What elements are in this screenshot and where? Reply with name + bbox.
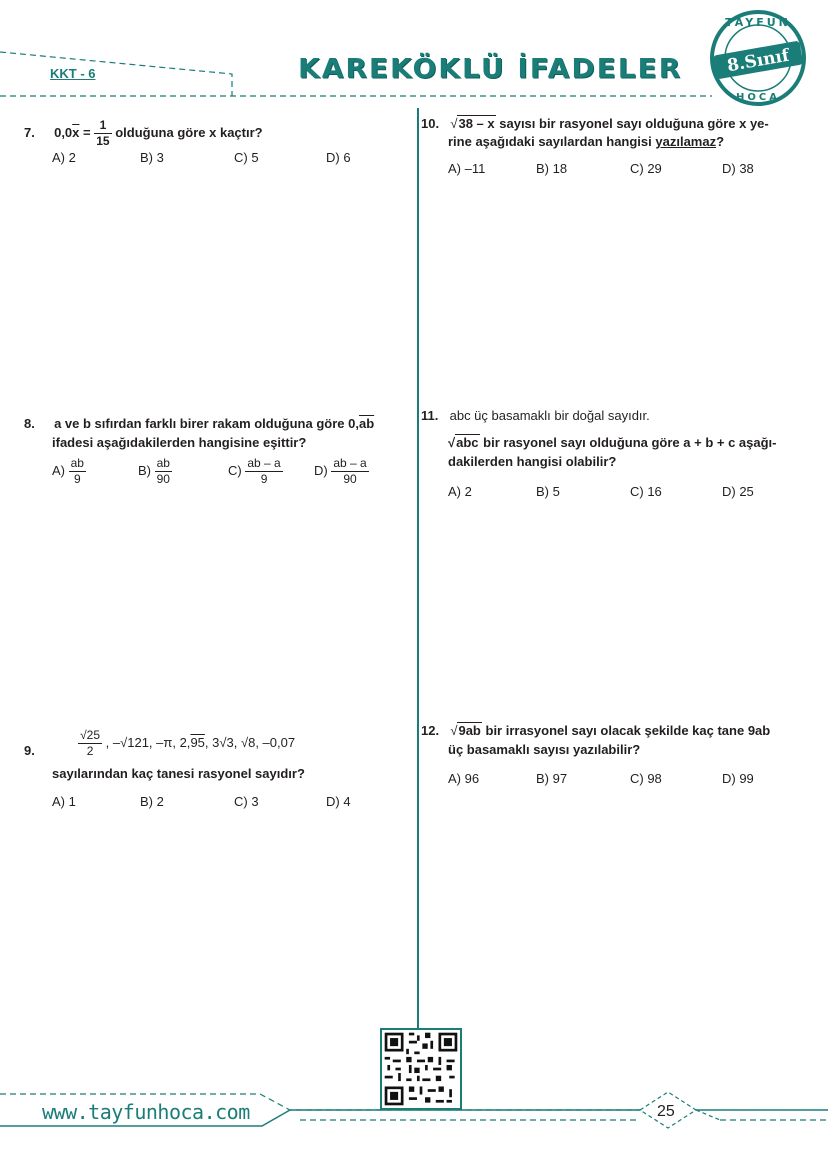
q7-option-b[interactable]: B) 3 (140, 150, 164, 165)
question-number: 10. (421, 116, 440, 131)
radical: 38 – x (458, 116, 495, 131)
question-9: 9. $\frac{√25}{2}$ , –√121, –π, 2,95, 3√3, √8, –0,07 (24, 728, 296, 758)
q9-option-d[interactable]: D) 4 (326, 794, 351, 809)
q12-option-d[interactable]: D) 99 (722, 771, 754, 786)
radical: 9ab (458, 723, 481, 738)
badge-top-text: TAYFUN (725, 16, 791, 29)
q8-option-c[interactable]: C) $\frac{ab - a}{9}$ (228, 456, 281, 486)
q7-option-c[interactable]: C) 5 (234, 150, 259, 165)
q9-option-a[interactable]: A) 1 (52, 794, 76, 809)
question-11-line3: dakilerden hangisi olabilir? (448, 454, 617, 469)
question-number: 7. (24, 124, 35, 140)
column-divider (417, 108, 419, 1028)
q11-option-c[interactable]: C) 16 (630, 484, 662, 499)
q9-option-c[interactable]: C) 3 (234, 794, 259, 809)
question-10-line2: rine aşağıdaki sayılardan hangisi yazılamaz? (448, 134, 725, 149)
question-number: 11. (421, 408, 439, 423)
q7-option-d[interactable]: D) 6 (326, 150, 351, 165)
fraction: $\frac{1}{15}$ (96, 118, 110, 148)
question-number: 8. (24, 416, 35, 431)
question-9-line2: sayılarından kaç tanesi rasyonel sayıdır? (52, 766, 305, 781)
question-8: 8. a ve b sıfırdan farklı birer rakam olduğuna göre $0,\overline{ab}$ (24, 416, 375, 431)
tayfun-hoca-badge (708, 8, 808, 108)
q8-option-a[interactable]: A) $\frac{ab}{9}$ (52, 456, 84, 486)
badge-bottom-text: HOCA (736, 92, 780, 103)
q8-option-d[interactable]: D) $\frac{ab - a}{90}$ (314, 456, 367, 486)
q10-option-d[interactable]: D) 38 (722, 161, 754, 176)
q11-option-d[interactable]: D) 25 (722, 484, 754, 499)
page-title: KAREKÖKLÜ İFADELER (298, 52, 683, 85)
question-12-line2: üç basamaklı sayısı yazılabilir? (448, 742, 641, 757)
question-8-line2: ifadesi aşağıdakilerden hangisine eşittir? (52, 435, 307, 450)
q10-option-c[interactable]: C) 29 (630, 161, 662, 176)
q11-option-a[interactable]: A) 2 (448, 484, 472, 499)
question-10: 10. √38 – x sayısı bir rasyonel sayı olduğuna göre x ye- (421, 116, 769, 131)
q11-option-b[interactable]: B) 5 (536, 484, 560, 499)
q10-option-a[interactable]: A) –11 (448, 161, 486, 176)
page-number: 25 (657, 1103, 675, 1120)
website-url[interactable]: www.tayfunhoca.com (42, 1100, 250, 1124)
q12-option-a[interactable]: A) 96 (448, 771, 480, 786)
test-code: KKT - 6 (50, 66, 96, 81)
radical: abc (456, 435, 479, 450)
q8-option-b[interactable]: B) $\frac{ab}{90}$ (138, 456, 170, 486)
question-11-line2: √abc bir rasyonel sayı olduğuna göre a + b + c aşağı- (448, 435, 777, 450)
q10-option-b[interactable]: B) 18 (536, 161, 568, 176)
question-12: 12. √9ab bir irrasyonel sayı olacak şekilde kaç tane 9ab (421, 723, 771, 738)
q12-option-c[interactable]: C) 98 (630, 771, 662, 786)
badge-grade-text: 8.Sınıf (725, 45, 791, 77)
question-number: 12. (421, 723, 440, 738)
question-number: 9. (24, 742, 35, 758)
question-7: 7. $0,0\overline{x}$ = $\frac{1}{15}$ olduğuna göre x kaçtır? (24, 118, 263, 148)
q12-option-b[interactable]: B) 97 (536, 771, 568, 786)
q9-option-b[interactable]: B) 2 (140, 794, 164, 809)
question-11: 11. abc üç basamaklı bir doğal sayıdır. (421, 408, 650, 423)
footer-lines (0, 1080, 828, 1171)
q7-option-a[interactable]: A) 2 (52, 150, 76, 165)
fraction: $\frac{√25}{2}$ (80, 728, 101, 758)
